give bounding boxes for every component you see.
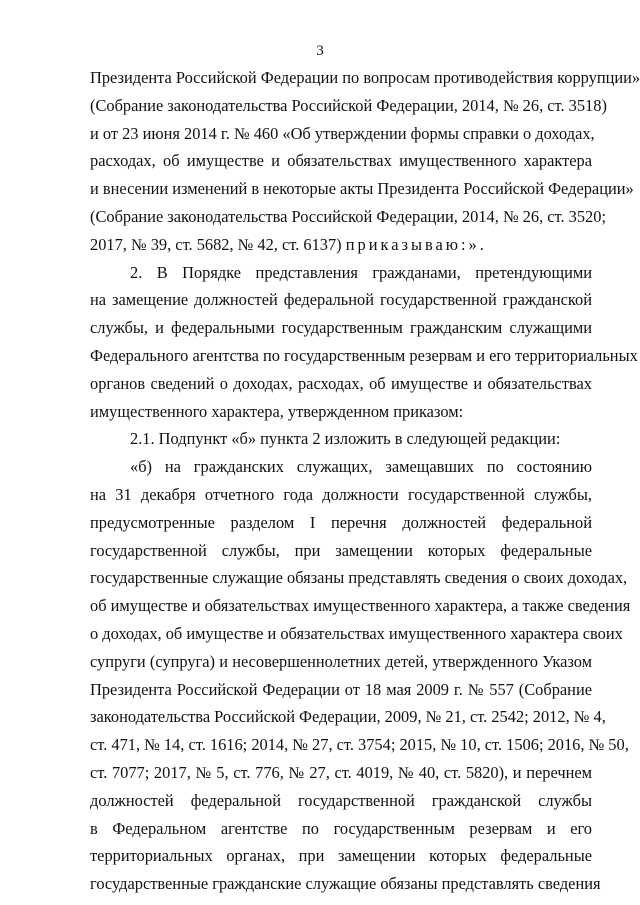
text-line: ст. 471, № 14, ст. 1616; 2014, № 27, ст. 3754; 2015, № 10, ст. 1506; 2016, № 50,: [90, 735, 629, 755]
text-line: супруги (супруга) и несовершеннолетних детей, утвержденного Указом: [90, 651, 592, 671]
text-line: территориальных органах, при замещении которых федеральные: [90, 846, 592, 866]
paragraph-2-start: 2. В Порядке представления гражданами, претендующими: [130, 262, 592, 282]
subparagraph-2-1: 2.1. Подпункт «б» пункта 2 изложить в следующей редакции:: [130, 429, 561, 449]
order-word: приказываю:».: [345, 234, 487, 254]
text-line: Президента Российской Федерации по вопросам противодействия коррупции»: [90, 68, 640, 87]
text-line: государственные гражданские служащие обязаны представлять сведения: [90, 874, 601, 894]
document-body: [90, 64, 640, 898]
citation-text: 2017, № 39, ст. 5682, № 42, ст. 6137): [90, 234, 342, 254]
text-line: предусмотренные разделом I перечня должностей федеральной: [90, 512, 592, 532]
page-number: 3: [316, 43, 324, 59]
text-line: и внесении изменений в некоторые акты Президента Российской Федерации»: [90, 179, 634, 199]
text-line: [90, 231, 592, 259]
text-line: государственной службы, при замещении которых федеральные: [90, 540, 592, 560]
text-line: (Собрание законодательства Российской Федерации, 2014, № 26, ст. 3520;: [90, 206, 607, 226]
text-line: (Собрание законодательства Российской Федерации, 2014, № 26, ст. 3518): [90, 95, 607, 115]
text-line: на замещение должностей федеральной государственной гражданской: [90, 290, 592, 310]
text-line: Президента Российской Федерации от 18 мая 2009 г. № 557 (Собрание: [90, 679, 592, 699]
text-line: и от 23 июня 2014 г. № 460 «Об утверждении формы справки о доходах,: [90, 123, 595, 143]
text-line: ст. 7077; 2017, № 5, ст. 776, № 27, ст. 4019, № 40, ст. 5820), и перечнем: [90, 762, 592, 782]
text-line: расходах, об имуществе и обязательствах имущественного характера: [90, 151, 592, 171]
text-line: в Федеральном агентстве по государственным резервам и его: [90, 818, 592, 838]
text-line: имущественного характера, утвержденном приказом:: [90, 401, 464, 421]
text-line: на 31 декабря отчетного года должности государственной службы,: [90, 484, 592, 504]
quoted-subparagraph-b-start: «б) на гражданских служащих, замещавших по состоянию: [130, 457, 592, 477]
text-line: Федерального агентства по государственным резервам и его территориальных: [90, 345, 638, 365]
text-line: службы, и федеральными государственным гражданским служащими: [90, 318, 592, 338]
text-line: должностей федеральной государственной гражданской службы: [90, 790, 592, 810]
text-line: органов сведений о доходах, расходах, об имуществе и обязательствах: [90, 373, 592, 393]
text-line: государственные служащие обязаны представлять сведения о своих доходах,: [90, 568, 628, 588]
text-line: об имуществе и обязательствах имущественного характера, а также сведения: [90, 596, 631, 616]
text-line: законодательства Российской Федерации, 2009, № 21, ст. 2542; 2012, № 4,: [90, 707, 606, 727]
text-line: о доходах, об имуществе и обязательствах имущественного характера своих: [90, 623, 623, 643]
